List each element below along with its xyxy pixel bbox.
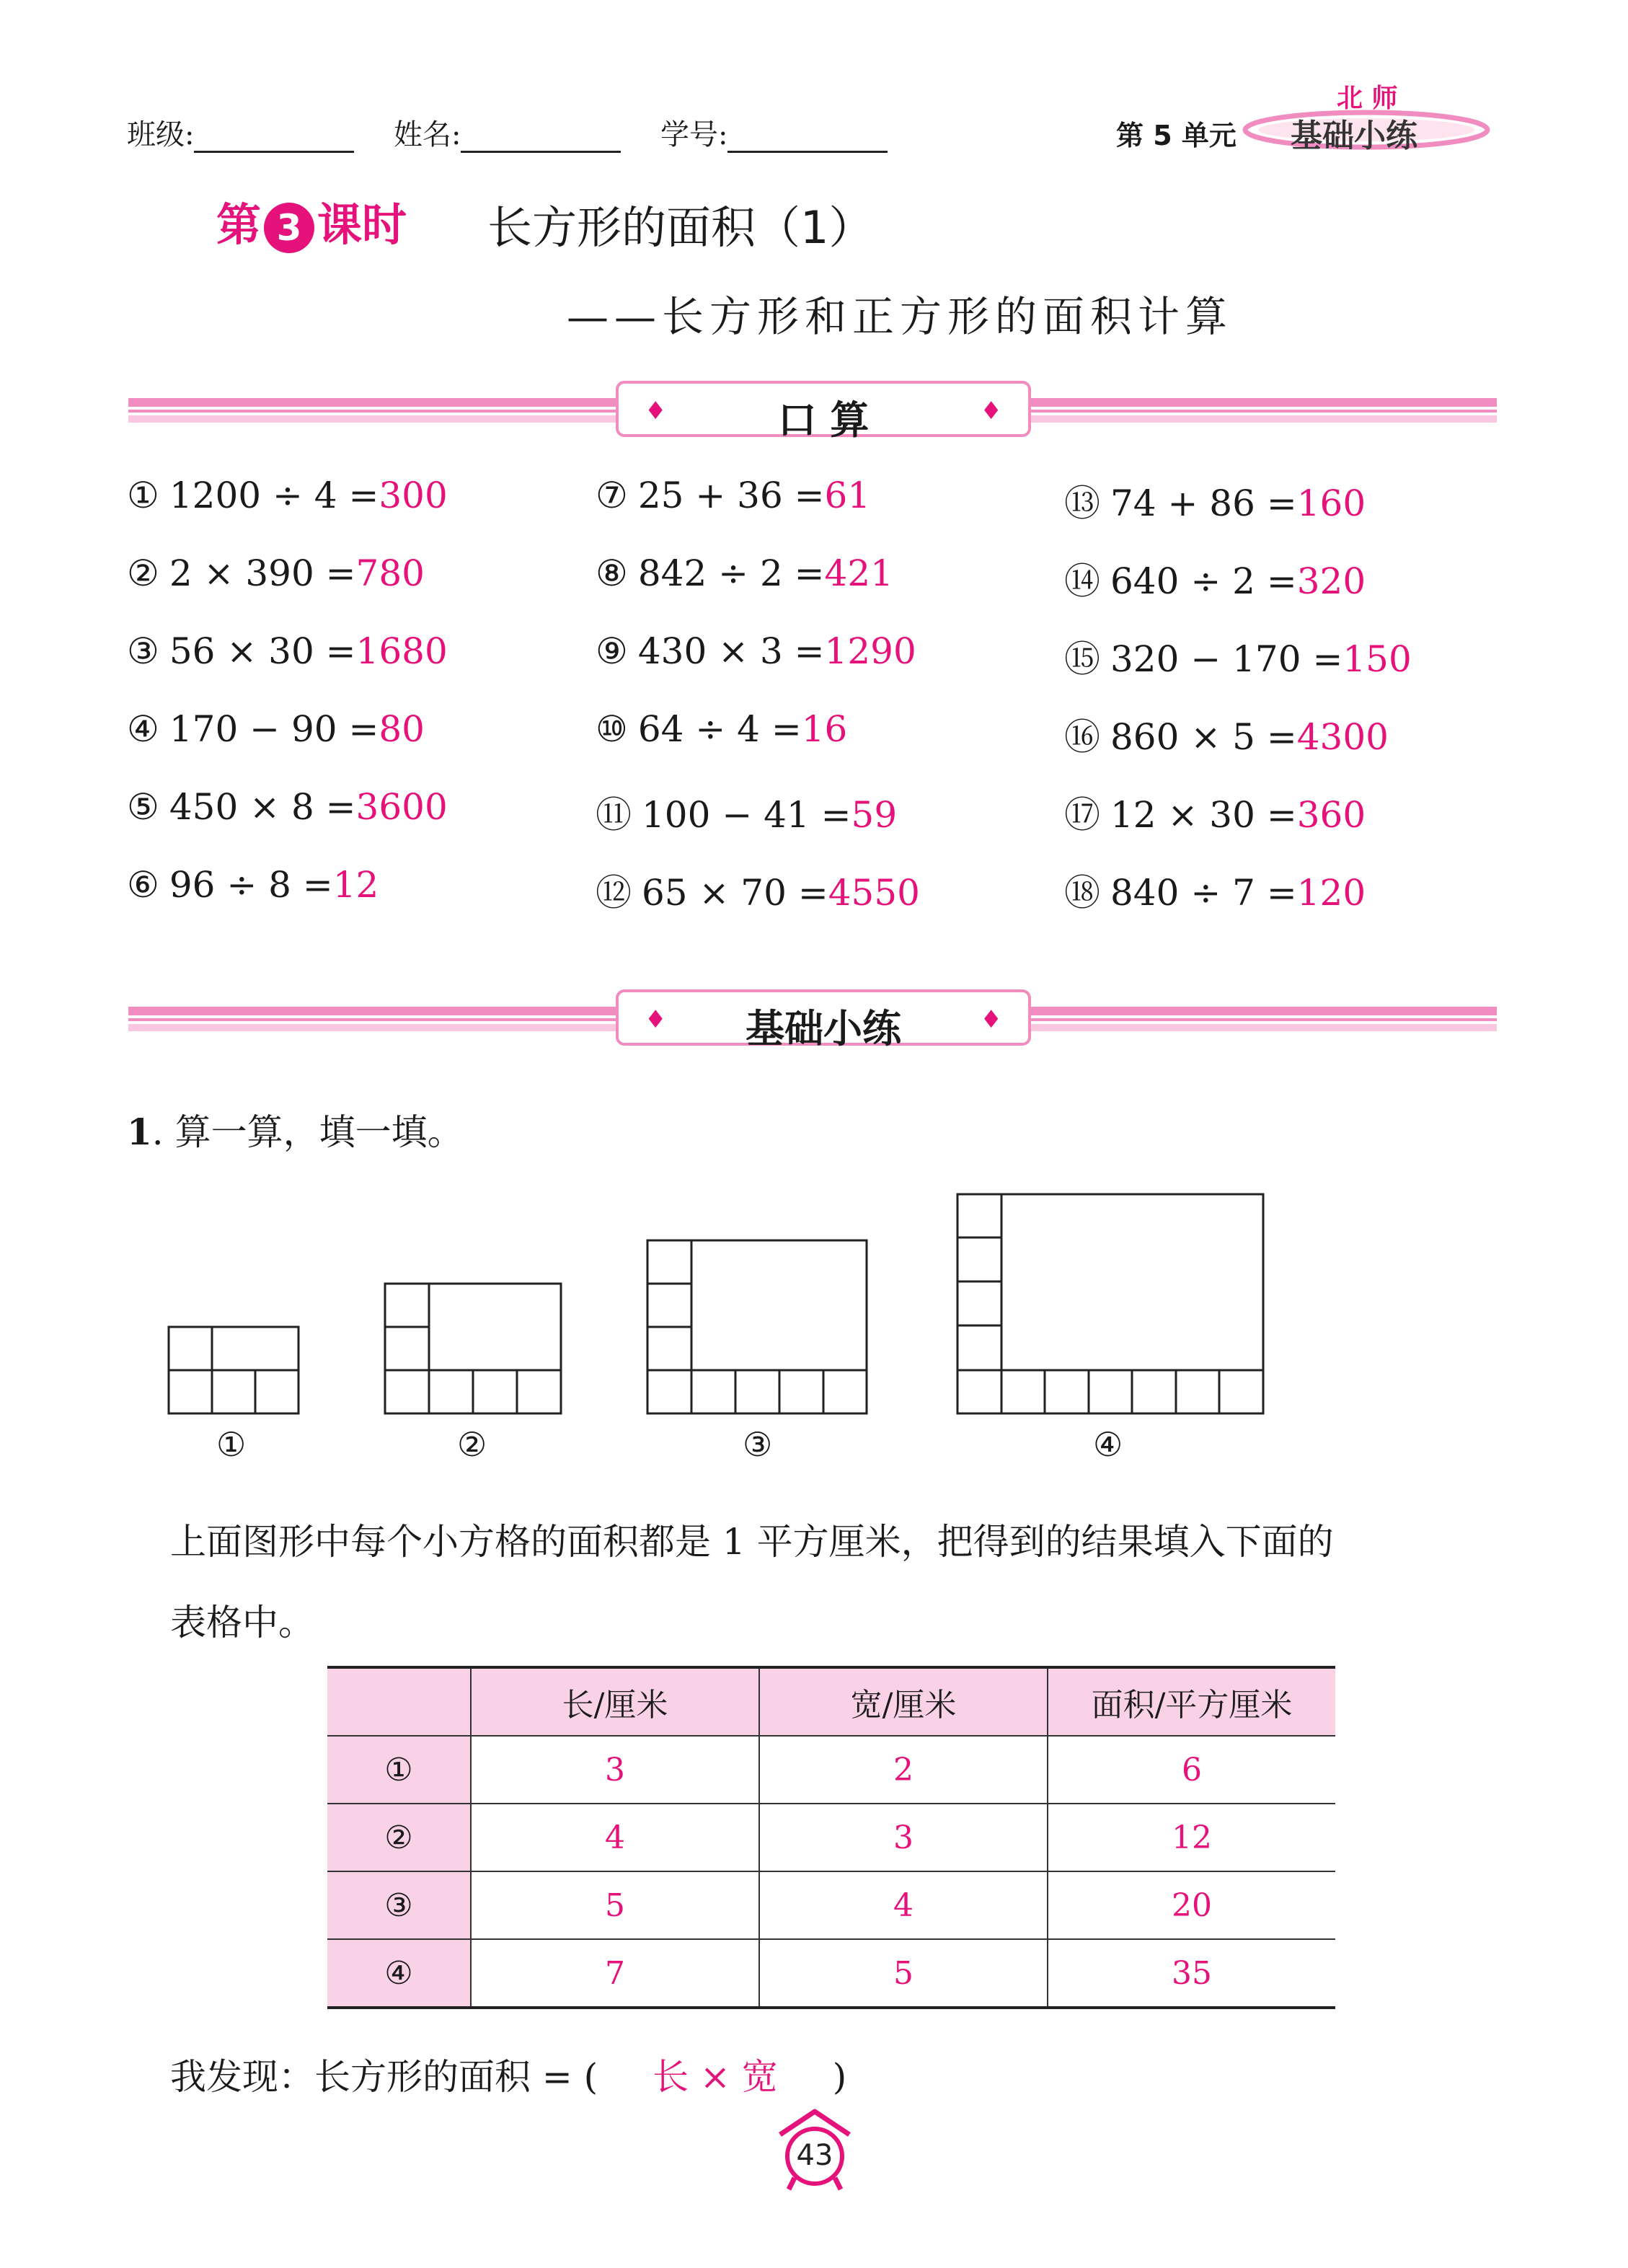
table-row	[327, 1736, 1335, 1804]
page-title: 长方形的面积（1）	[487, 201, 874, 254]
brand-main: 基础小练	[1291, 118, 1417, 154]
mental-item: ⑩ 64 ÷ 4 =16	[596, 708, 848, 750]
length-cell[interactable]: 7	[471, 1939, 759, 2008]
diamond-icon: ♦	[645, 397, 667, 425]
page-number-badge	[770, 2106, 859, 2192]
row-label: ①	[327, 1736, 471, 1804]
lesson-prefix: 第	[216, 198, 262, 251]
width-cell[interactable]: 2	[759, 1736, 1048, 1804]
area-cell[interactable]: 35	[1048, 1939, 1335, 2008]
table-row	[327, 1804, 1335, 1871]
area-cell[interactable]: 20	[1048, 1871, 1335, 1939]
figure-label: ③	[743, 1425, 773, 1464]
mental-item: ⑬ 74 + 86 =160	[1064, 482, 1366, 524]
mental-item: ② 2 × 390 =780	[127, 552, 425, 594]
discovery-answer[interactable]: 长 × 宽	[652, 2056, 778, 2098]
id-label: 学号:	[660, 118, 728, 151]
table-row	[327, 1939, 1335, 2008]
name-field	[394, 112, 621, 153]
section-header-mental	[616, 381, 1031, 443]
length-cell[interactable]: 5	[471, 1871, 759, 1939]
mental-item: ⑰ 12 × 30 =360	[1064, 794, 1366, 836]
lesson-label	[216, 189, 407, 251]
class-label: 班级:	[127, 118, 195, 151]
mental-item: ③ 56 × 30 =1680	[127, 630, 448, 672]
table-header-cell: 长/厘米	[471, 1667, 759, 1736]
section-title-basic: 基础小练	[746, 1006, 901, 1051]
class-field	[127, 112, 354, 153]
row-label: ④	[327, 1939, 471, 2008]
table-header-cell: 宽/厘米	[759, 1667, 1048, 1736]
page-number: 43	[796, 2139, 833, 2172]
diamond-icon: ♦	[980, 1005, 1002, 1034]
lesson-number: 3	[276, 206, 302, 249]
unit-label: 第 5 单元	[1116, 120, 1237, 151]
name-blank[interactable]	[461, 122, 621, 153]
figure-2-grid	[385, 1284, 561, 1413]
figure-3-grid	[647, 1240, 867, 1413]
discovery-suffix: )	[832, 2056, 847, 2098]
width-cell[interactable]: 4	[759, 1871, 1048, 1939]
figure-label: ④	[1093, 1425, 1123, 1464]
area-cell[interactable]: 12	[1048, 1804, 1335, 1871]
diamond-icon: ♦	[645, 1005, 667, 1034]
brand-logo	[1239, 78, 1494, 154]
section-title-mental: 口 算	[777, 397, 870, 443]
table-row	[327, 1871, 1335, 1939]
mental-item: ⑧ 842 ÷ 2 =421	[596, 552, 893, 594]
mental-item: ⑮ 320 − 170 =150	[1064, 638, 1412, 680]
figure-label: ②	[457, 1425, 487, 1464]
row-label: ②	[327, 1804, 471, 1871]
table-header-row	[327, 1667, 1335, 1736]
section-header-basic	[616, 989, 1031, 1051]
name-label: 姓名:	[394, 118, 461, 151]
results-table	[327, 1666, 1335, 2009]
mental-item: ⑱ 840 ÷ 7 =120	[1064, 872, 1366, 914]
page-subtitle: ——长方形和正方形的面积计算	[567, 292, 1234, 341]
brand-top: 北 师	[1337, 84, 1398, 113]
mental-item: ⑦ 25 + 36 =61	[596, 475, 871, 516]
diamond-icon: ♦	[980, 397, 1002, 425]
width-cell[interactable]: 3	[759, 1804, 1048, 1871]
figure-label: ①	[216, 1425, 247, 1464]
problem-1-instruction: 1. 算一算，填一填。	[127, 1111, 464, 1153]
mental-item: ① 1200 ÷ 4 =300	[127, 475, 448, 516]
lesson-suffix: 课时	[317, 198, 407, 251]
class-blank[interactable]	[194, 122, 354, 153]
lesson-number-badge	[264, 203, 314, 253]
mental-item: ⑫ 65 × 70 =4550	[596, 872, 920, 914]
area-cell[interactable]: 6	[1048, 1736, 1335, 1804]
mental-item: ⑨ 430 × 3 =1290	[596, 630, 916, 672]
problem-number: 1	[127, 1111, 152, 1153]
length-cell[interactable]: 3	[471, 1736, 759, 1804]
width-cell[interactable]: 5	[759, 1939, 1048, 2008]
mental-item: ⑥ 96 ÷ 8 =12	[127, 864, 379, 906]
id-field	[660, 112, 888, 153]
discovery-line	[170, 2048, 846, 2100]
mental-item: ⑤ 450 × 8 =3600	[127, 786, 448, 828]
table-header-cell: 面积/平方厘米	[1048, 1667, 1335, 1736]
mental-item: ⑭ 640 ÷ 2 =320	[1064, 560, 1366, 602]
problem-description: 上面图形中每个小方格的面积都是 1 平方厘米，把得到的结果填入下面的 表格中。	[170, 1521, 1334, 1643]
row-label: ③	[327, 1871, 471, 1939]
figure-1-grid	[169, 1327, 298, 1413]
id-blank[interactable]	[727, 122, 888, 153]
mental-item: ⑯ 860 × 5 =4300	[1064, 716, 1389, 758]
discovery-prefix: 我发现：长方形的面积 = (	[170, 2056, 598, 2098]
figure-4-grid	[957, 1194, 1263, 1413]
table-header-cell	[327, 1667, 471, 1736]
mental-item: ④ 170 − 90 =80	[127, 708, 425, 750]
length-cell[interactable]: 4	[471, 1804, 759, 1871]
mental-item: ⑪ 100 − 41 =59	[596, 794, 898, 836]
